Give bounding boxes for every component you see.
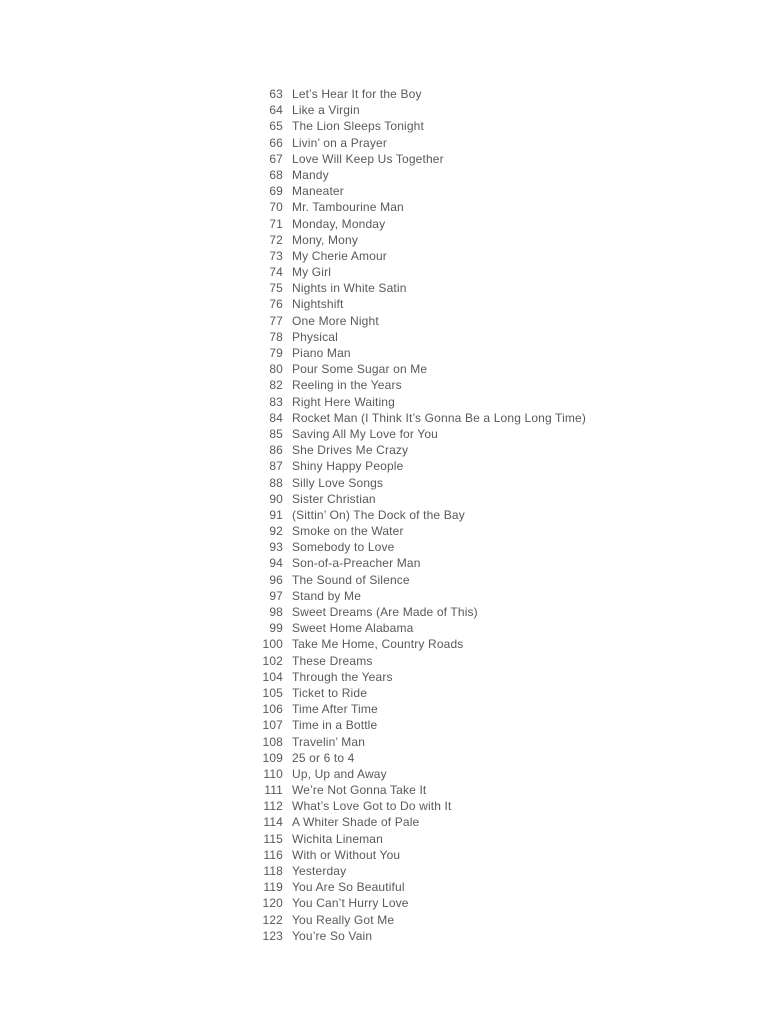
song-row (237, 734, 586, 750)
song-page-number: 77 (269, 313, 283, 328)
song-row (237, 636, 586, 652)
song-row (237, 264, 586, 280)
song-title: Love Will Keep Us Together (292, 151, 444, 166)
song-page-number: 116 (263, 847, 283, 862)
song-title: Piano Man (292, 346, 351, 360)
song-page-number: 109 (262, 750, 283, 765)
song-title: Reeling in the Years (292, 378, 402, 393)
song-page-number: 73 (269, 248, 283, 263)
song-row (237, 847, 586, 863)
song-row (237, 280, 586, 296)
song-row (237, 345, 586, 361)
song-title: We’re Not Gonna Take It (292, 783, 427, 798)
song-row (237, 329, 586, 345)
song-page-number: 91 (269, 507, 283, 522)
song-page-number: 64 (269, 103, 283, 118)
song-page-number: 122 (262, 912, 283, 927)
song-page-number: 65 (269, 119, 283, 134)
song-row (237, 685, 586, 701)
song-page-number: 104 (262, 669, 283, 684)
song-row (237, 361, 586, 377)
song-page-number: 99 (269, 621, 283, 636)
song-row (237, 653, 586, 669)
song-title: (Sittin’ On) The Dock of the Bay (292, 507, 465, 522)
song-title: Through the Years (292, 669, 393, 684)
song-title: What’s Love Got to Do with It (292, 799, 452, 814)
song-row (237, 701, 586, 717)
song-row (237, 135, 586, 151)
song-title: Livin’ on a Prayer (292, 135, 387, 150)
song-title: Yesterday (292, 864, 347, 878)
song-row (237, 572, 586, 588)
song-title: Nights in White Satin (292, 281, 407, 296)
song-row (237, 167, 586, 183)
song-page-number: 96 (269, 572, 283, 587)
song-row (237, 102, 586, 118)
song-page-number: 98 (269, 605, 283, 619)
song-title: The Lion Sleeps Tonight (292, 119, 424, 134)
song-title: With or Without You (292, 847, 401, 862)
song-title: These Dreams (292, 653, 373, 668)
song-row (237, 604, 586, 620)
song-title: Monday, Monday (292, 216, 386, 231)
song-row (237, 766, 586, 782)
song-title: My Girl (292, 265, 332, 280)
song-row (237, 377, 586, 393)
song-title: Physical (292, 329, 338, 344)
song-row (237, 798, 586, 814)
song-row (237, 296, 586, 312)
song-page-number: 88 (269, 475, 283, 490)
song-title: Maneater (292, 184, 344, 199)
song-index-list (237, 86, 586, 944)
song-page-number: 76 (269, 297, 283, 312)
song-page-number: 102 (262, 653, 283, 668)
song-row (237, 248, 586, 264)
song-page-number: 70 (269, 200, 283, 215)
song-page-number: 92 (269, 524, 283, 539)
song-row (237, 669, 586, 685)
song-page-number: 67 (269, 151, 283, 166)
song-title: Silly Love Songs (292, 475, 384, 490)
song-title: Take Me Home, Country Roads (292, 637, 464, 652)
song-title: The Sound of Silence (292, 572, 410, 587)
song-page-number: 84 (269, 410, 283, 425)
song-title: Shiny Happy People (292, 459, 404, 474)
song-row (237, 928, 586, 944)
song-row (237, 426, 586, 442)
song-title: She Drives Me Crazy (292, 443, 409, 458)
song-page-number: 82 (269, 378, 283, 393)
song-page-number: 118 (263, 864, 283, 878)
song-page-number: 111 (264, 783, 283, 798)
song-page-number: 123 (262, 928, 283, 943)
song-title: Son-of-a-Preacher Man (292, 556, 421, 571)
song-title: Sister Christian (292, 491, 376, 506)
song-row (237, 912, 586, 928)
song-row (237, 523, 586, 539)
song-page-number: 68 (269, 167, 283, 182)
song-page-number: 75 (269, 281, 283, 296)
song-row (237, 394, 586, 410)
song-row (237, 216, 586, 232)
song-page-number: 93 (269, 540, 283, 555)
song-row (237, 750, 586, 766)
song-page-number: 63 (269, 87, 283, 101)
song-title: Mr. Tambourine Man (292, 200, 404, 215)
song-row (237, 410, 586, 426)
song-title: Like a Virgin (292, 103, 360, 118)
song-title: Saving All My Love for You (292, 426, 438, 441)
song-title: Wichita Lineman (292, 831, 383, 846)
song-row (237, 895, 586, 911)
song-title: You’re So Vain (292, 928, 373, 943)
song-row (237, 539, 586, 555)
song-row (237, 151, 586, 167)
song-page-number: 100 (262, 637, 283, 652)
song-page-number: 107 (262, 718, 283, 733)
song-page-number: 106 (262, 702, 283, 717)
song-page-number: 119 (263, 880, 283, 895)
song-row (237, 442, 586, 458)
song-row (237, 863, 586, 879)
song-title: Pour Some Sugar on Me (292, 362, 428, 377)
song-title: You Are So Beautiful (292, 880, 405, 895)
song-page-number: 74 (269, 265, 283, 280)
song-title: Sweet Home Alabama (292, 621, 414, 636)
song-title: One More Night (292, 313, 379, 328)
song-page-number: 115 (263, 831, 283, 846)
song-title: Stand by Me (292, 588, 362, 603)
song-page-number: 120 (262, 896, 283, 911)
song-page-number: 69 (269, 184, 283, 199)
song-row (237, 313, 586, 329)
song-title: Time in a Bottle (292, 718, 378, 733)
song-page-number: 90 (269, 491, 283, 506)
song-page-number: 83 (269, 394, 283, 409)
song-page-number: 112 (263, 799, 283, 814)
song-row (237, 879, 586, 895)
song-title: My Cherie Amour (292, 248, 387, 263)
song-page-number: 105 (262, 685, 283, 700)
song-row (237, 475, 586, 491)
song-title: Rocket Man (I Think It’s Gonna Be a Long Long Time) (292, 410, 587, 425)
song-title: Travelin’ Man (292, 734, 366, 749)
song-title: Let’s Hear It for the Boy (292, 87, 422, 101)
song-row (237, 118, 586, 134)
song-page-number: 86 (269, 443, 283, 458)
song-row (237, 86, 586, 102)
song-page-number: 87 (269, 459, 283, 474)
song-page-number: 94 (269, 556, 283, 571)
song-row (237, 831, 586, 847)
song-title: A Whiter Shade of Pale (292, 815, 420, 830)
song-title: Sweet Dreams (Are Made of This) (292, 605, 478, 619)
song-page-number: 114 (263, 815, 283, 830)
song-page-number: 97 (269, 588, 283, 603)
song-title: Right Here Waiting (292, 394, 395, 409)
song-row (237, 507, 586, 523)
song-page-number: 66 (269, 135, 283, 150)
song-title: Up, Up and Away (292, 766, 387, 781)
song-row (237, 183, 586, 199)
song-page-number: 78 (269, 329, 283, 344)
song-page-number: 108 (262, 734, 283, 749)
song-page-number: 110 (263, 766, 283, 781)
song-row (237, 491, 586, 507)
song-row (237, 555, 586, 571)
song-row (237, 199, 586, 215)
song-page-number: 79 (269, 346, 283, 360)
song-title: You Can’t Hurry Love (292, 896, 409, 911)
song-title: Mony, Mony (292, 232, 358, 247)
song-page-number: 85 (269, 426, 283, 441)
song-page-number: 71 (269, 216, 283, 231)
song-row (237, 782, 586, 798)
song-title: Nightshift (292, 297, 344, 312)
song-row (237, 814, 586, 830)
song-page-number: 72 (269, 232, 283, 247)
song-row (237, 458, 586, 474)
song-title: Somebody to Love (292, 540, 395, 555)
song-title: Time After Time (292, 702, 378, 717)
song-row (237, 717, 586, 733)
song-title: Ticket to Ride (292, 685, 368, 700)
song-title: You Really Got Me (292, 912, 395, 927)
song-row (237, 620, 586, 636)
song-row (237, 232, 586, 248)
song-title: Smoke on the Water (292, 524, 404, 539)
song-title: 25 or 6 to 4 (292, 750, 355, 765)
song-page-number: 80 (269, 362, 283, 377)
song-row (237, 588, 586, 604)
song-title: Mandy (292, 167, 329, 182)
